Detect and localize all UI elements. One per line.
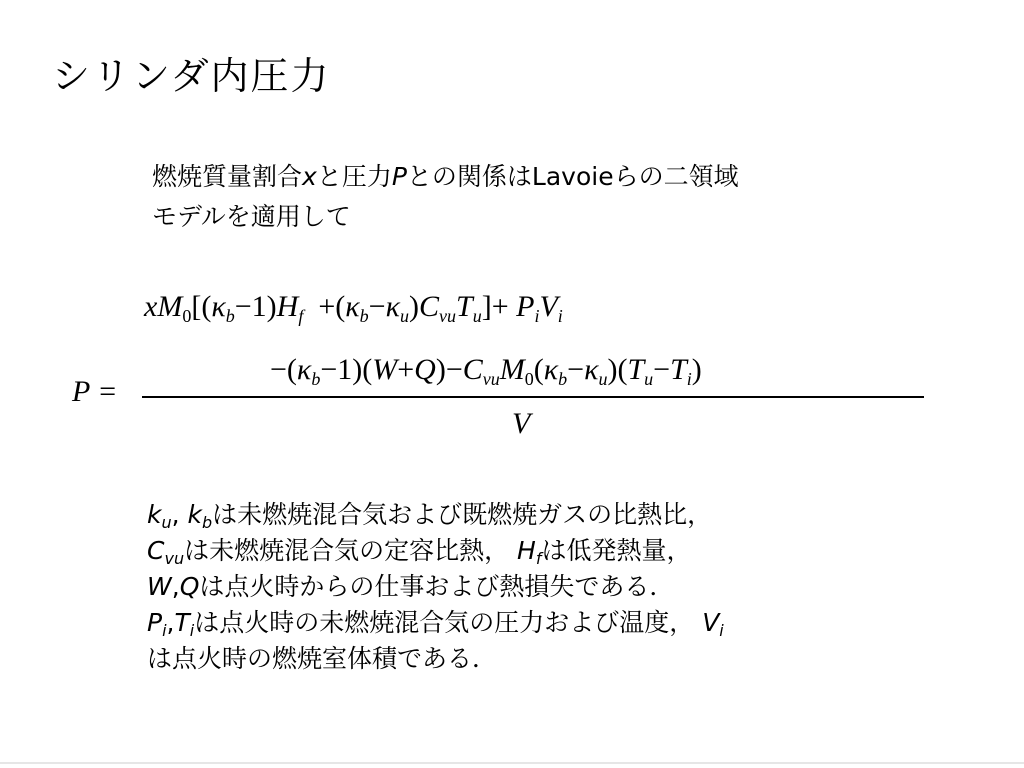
sub-vu: vu (482, 369, 500, 389)
minus-one: −1)( (320, 353, 373, 386)
minus-one: −1) (234, 290, 277, 323)
sym-P: P (516, 290, 535, 323)
sym-kappa-2: κ (345, 290, 360, 323)
intro-text-a: 燃焼質量割合 (152, 162, 303, 191)
sub-u-2: u (644, 369, 654, 389)
notes-line-3 (147, 569, 1007, 605)
variable-notes (147, 497, 1007, 677)
sym-C: C (147, 536, 165, 565)
intro-line-2: モデルを適用して (152, 202, 351, 231)
sym-kappa: κ (296, 353, 312, 386)
sub-i: i (534, 306, 540, 326)
sym-Q: Q (179, 572, 200, 601)
numerator-line-2 (270, 353, 702, 387)
sym-kappa-3: κ (385, 290, 400, 323)
sym-C: C (462, 353, 483, 386)
var-x: x (302, 162, 317, 191)
sub-i-3: i (719, 621, 724, 640)
sym-kappa-3: κ (584, 353, 599, 386)
notes-line-2 (147, 533, 1007, 569)
sym-T: T (456, 290, 473, 323)
plus-open: +( (318, 290, 346, 323)
paren-close-open: )( (607, 353, 628, 386)
bracket-open: [( (191, 290, 212, 323)
notes-line-5: は点火時の燃焼室体積である． (147, 644, 498, 673)
sub-f: f (535, 549, 542, 568)
sym-k: k (147, 500, 162, 529)
notes-text-3: は点火時からの仕事および熱損失である． (199, 572, 675, 601)
sym-W: W (147, 572, 172, 601)
sub-i: i (162, 621, 167, 640)
sym-Q: Q (414, 353, 436, 386)
sym-T-2: T (670, 353, 687, 386)
sub-i-2: i (189, 621, 195, 640)
separator: , (171, 500, 188, 529)
sub-b-2: b (558, 369, 568, 389)
sub-u-2: u (472, 306, 482, 326)
sym-M: M (499, 353, 525, 386)
notes-text-4: は点火時の未燃焼混合気の圧力および温度， (194, 608, 695, 637)
sub-b-2: b (359, 306, 369, 326)
sub-vu: vu (439, 306, 456, 326)
minus: − (368, 290, 386, 323)
comma: , (171, 572, 180, 601)
sym-T: T (627, 353, 645, 386)
notes-text-1: は未燃焼混合気および既燃焼ガスの比熱比， (212, 500, 713, 529)
sub-f: f (298, 306, 304, 326)
plus: + (491, 290, 509, 323)
denominator (512, 407, 530, 441)
sym-P: P (147, 608, 163, 637)
notes-line-1 (147, 497, 1007, 533)
sub-u: u (399, 306, 409, 326)
paren-open: ( (533, 353, 544, 386)
lhs-text: P = (72, 375, 118, 408)
formula-lhs (72, 375, 118, 409)
sym-x: x (144, 290, 158, 323)
sym-H: H (276, 290, 299, 323)
sub-u: u (598, 369, 608, 389)
sym-kappa-2: κ (543, 353, 559, 386)
notes-text-2b: は低発熱量， (541, 536, 692, 565)
plus: + (397, 353, 415, 386)
paren-close-2: ) (691, 353, 702, 386)
sub-i: i (686, 369, 692, 389)
close-minus: )− (435, 353, 463, 386)
paren-close: ) (408, 290, 419, 323)
minus-2: − (653, 353, 671, 386)
var-p: P (391, 162, 407, 191)
bracket-close: ] (481, 290, 492, 323)
numerator-line-1 (144, 290, 563, 324)
sym-M: M (157, 290, 183, 323)
sub-vu: vu (164, 549, 185, 568)
sym-kappa: κ (211, 290, 226, 323)
sub-b: b (202, 513, 213, 532)
minus: − (567, 353, 585, 386)
sub-i-2: i (557, 306, 563, 326)
sym-V: V (702, 608, 720, 637)
slide-title: シリンダ内圧力 (52, 54, 331, 98)
minus-open: −( (270, 353, 297, 386)
notes-line-4 (147, 605, 1007, 641)
sub-b: b (225, 306, 235, 326)
sym-C: C (418, 290, 439, 323)
comma: , (166, 608, 175, 637)
intro-text-c: との関係はLavoieらの二領域 (406, 162, 739, 191)
sym-W: W (372, 353, 398, 386)
sym-T: T (174, 608, 190, 637)
sub-0: 0 (182, 306, 192, 326)
sym-V-denominator: V (512, 407, 531, 440)
sym-H: H (517, 536, 536, 565)
sym-V: V (539, 290, 558, 323)
sub-u: u (161, 513, 172, 532)
fraction-bar (142, 396, 924, 398)
bottom-divider (0, 762, 1024, 764)
sym-k-2: k (187, 500, 203, 529)
sub-0: 0 (524, 369, 534, 389)
notes-text-2a: は未燃焼混合気の定容比熱， (184, 536, 510, 565)
sub-b: b (311, 369, 321, 389)
intro-text-b: と圧力 (316, 162, 392, 191)
